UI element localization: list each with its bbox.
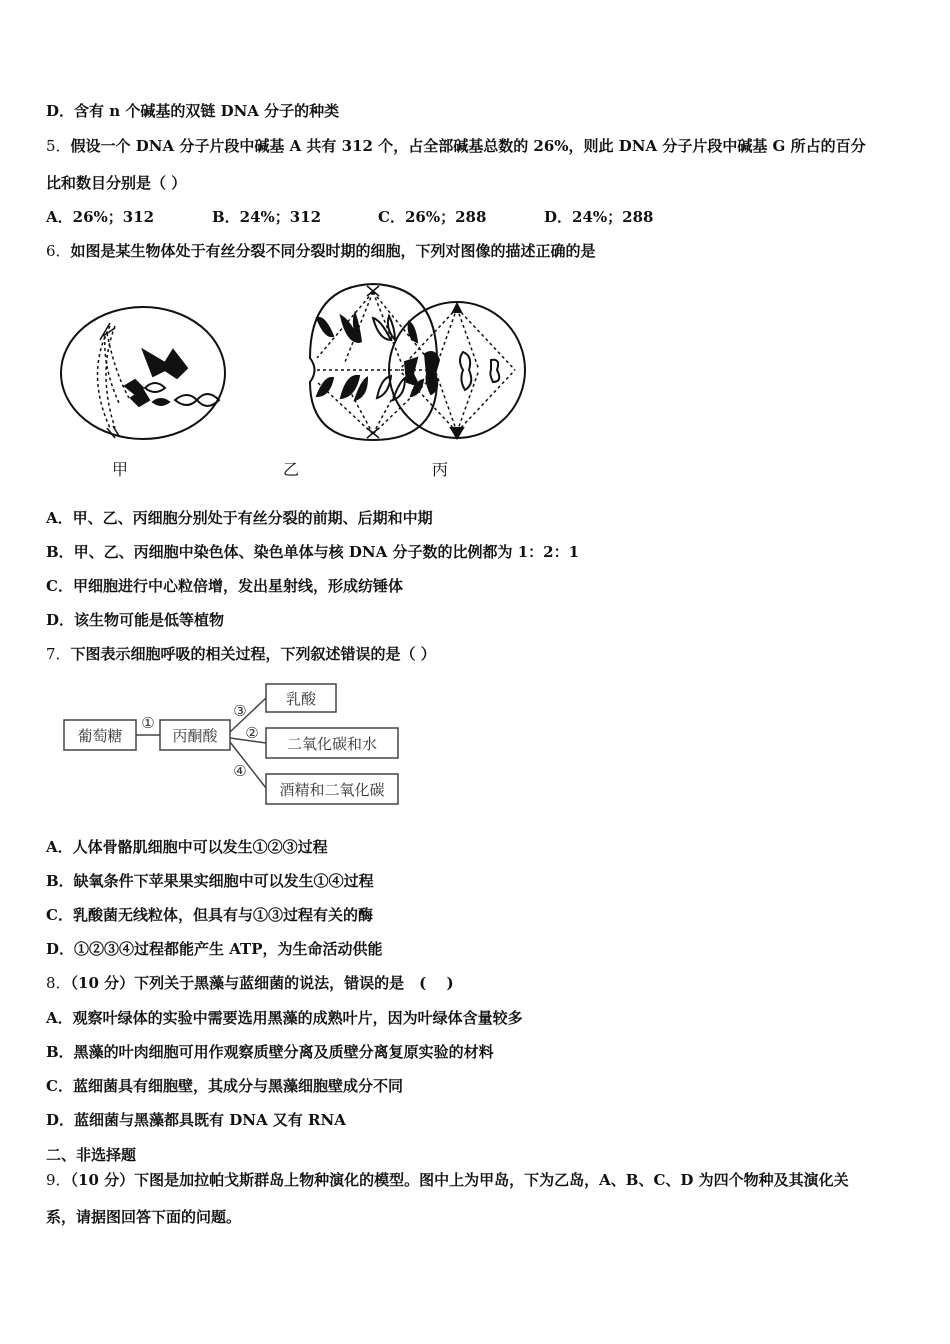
glucose-label: 葡萄糖 <box>77 727 123 745</box>
respiration-diagram <box>60 680 405 806</box>
q7-number: 7． <box>46 645 71 663</box>
q7-option-c: C．乳酸菌无线粒体，但具有与①③过程有关的酶 <box>46 906 373 924</box>
q5-option-b: B．24%；312 <box>212 208 322 226</box>
step-2-label: ② <box>245 724 259 742</box>
cell-bing-drawing <box>389 302 525 438</box>
lactic-acid-label: 乳酸 <box>285 690 317 708</box>
q5-stem-line1 <box>46 135 866 157</box>
cell-label-jia: 甲 <box>112 460 129 479</box>
mitosis-cells-figure <box>55 278 535 448</box>
q5-stem-text: 假设一个 DNA 分子片段中碱基 A 共有 312 个，占全部碱基总数的 26%，则此 DNA 分子片段中碱基 G 所占的百分 <box>70 137 866 155</box>
q9-stem-text: （10 分）下图是加拉帕戈斯群岛上物种演化的模型。图中上为甲岛，下为乙岛，A、B、C、D 为四个物种及其演化关 <box>70 1171 849 1189</box>
q7-option-b: B．缺氧条件下苹果果实细胞中可以发生①④过程 <box>46 872 374 890</box>
q4-option-d: D．含有 n 个碱基的双链 DNA 分子的种类 <box>46 102 340 120</box>
cell-jia-drawing <box>61 307 225 439</box>
q8-number: 8． <box>46 974 71 992</box>
q5-option-c: C．26%；288 <box>378 208 487 226</box>
q7-option-d: D．①②③④过程都能产生 ATP，为生命活动供能 <box>46 940 383 958</box>
q8-option-c: C．蓝细菌具有细胞壁，其成分与黑藻细胞壁成分不同 <box>46 1077 403 1095</box>
q7-stem-text: 下图表示细胞呼吸的相关过程，下列叙述错误的是（ ） <box>70 645 436 663</box>
step-4-label: ④ <box>233 762 247 780</box>
q8-option-d: D．蓝细菌与黑藻都具既有 DNA 又有 RNA <box>46 1111 346 1129</box>
q9-number: 9． <box>46 1171 71 1189</box>
cell-label-bing: 丙 <box>432 460 449 479</box>
q8-stem-text: （10 分）下列关于黑藻与蓝细菌的说法，错误的是 ( ) <box>70 974 454 992</box>
q7-option-a: A．人体骨骼肌细胞中可以发生①②③过程 <box>46 838 328 856</box>
q9-stem-line1 <box>46 1169 849 1191</box>
alcohol-co2-label: 酒精和二氧化碳 <box>279 781 385 799</box>
q8-option-b: B．黑藻的叶肉细胞可用作观察质壁分离及质壁分离复原实验的材料 <box>46 1043 494 1061</box>
co2-water-label: 二氧化碳和水 <box>286 735 378 753</box>
q5-stem-line2: 比和数目分别是（ ） <box>46 174 187 192</box>
q6-stem-text: 如图是某生物体处于有丝分裂不同分裂时期的细胞，下列对图像的描述正确的是 <box>70 242 596 260</box>
q5-options <box>46 206 653 228</box>
q6-number: 6． <box>46 242 71 260</box>
q5-option-a: A．26%；312 <box>46 208 155 226</box>
q8-stem <box>46 972 454 994</box>
q6-option-b: B．甲、乙、丙细胞中染色体、染色单体与核 DNA 分子数的比例都为 1：2：1 <box>46 543 580 561</box>
q8-option-a: A．观察叶绿体的实验中需要选用黑藻的成熟叶片，因为叶绿体含量较多 <box>46 1009 523 1027</box>
q7-stem <box>46 643 436 665</box>
q5-number: 5． <box>46 137 71 155</box>
section-title: 二、非选择题 <box>46 1146 137 1164</box>
step-1-label: ① <box>141 714 155 732</box>
q6-option-a: A．甲、乙、丙细胞分别处于有丝分裂的前期、后期和中期 <box>46 509 433 527</box>
q6-option-c: C．甲细胞进行中心粒倍增，发出星射线，形成纺锤体 <box>46 577 403 595</box>
step-3-label: ③ <box>233 702 247 720</box>
q5-option-d: D．24%；288 <box>544 208 654 226</box>
q9-stem-line2: 系，请据图回答下面的问题。 <box>46 1208 242 1226</box>
cell-label-yi: 乙 <box>283 460 300 479</box>
q6-option-d: D．该生物可能是低等植物 <box>46 611 225 629</box>
cell-yi-drawing <box>310 284 437 440</box>
pyruvate-label: 丙酮酸 <box>172 727 218 745</box>
q6-stem <box>46 240 596 262</box>
